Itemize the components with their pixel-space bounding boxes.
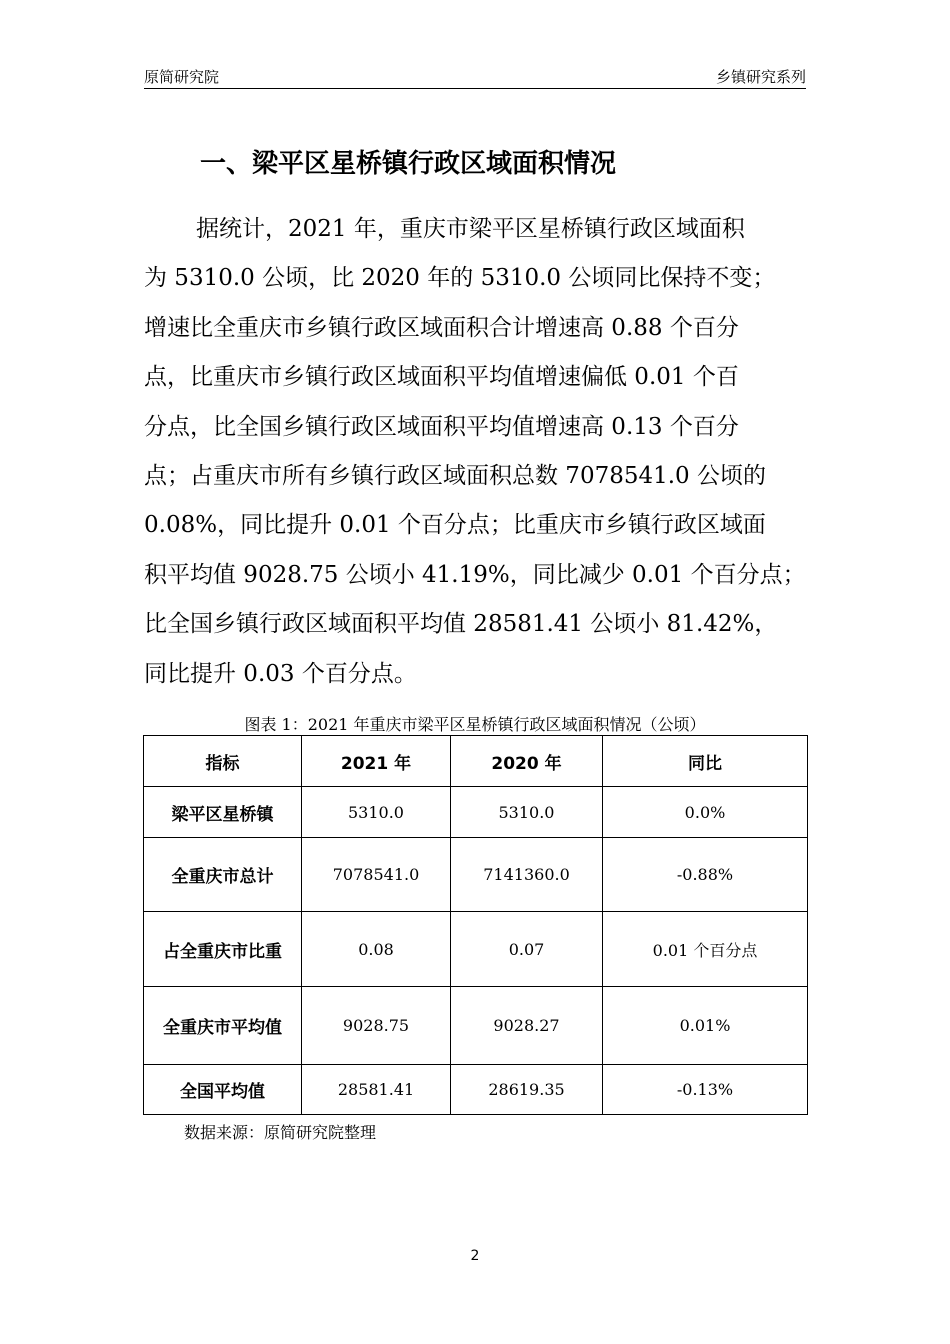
table-cell: 0.0% — [603, 787, 808, 838]
table-cell: 0.07 — [451, 912, 603, 987]
paragraph-line: 增速比全重庆市乡镇行政区域面积合计增速高 0.88 个百分 — [144, 314, 739, 341]
table-row — [144, 912, 808, 987]
header-divider — [144, 88, 806, 89]
table-cell: 28581.41 — [302, 1065, 451, 1115]
table-caption: 图表 1：2021 年重庆市梁平区星桥镇行政区域面积情况（公顷） — [244, 715, 706, 734]
table-cell: 9028.27 — [451, 987, 603, 1065]
row-label: 全国平均值 — [144, 1065, 302, 1115]
paragraph-line: 同比提升 0.03 个百分点。 — [144, 660, 417, 687]
table-cell: -0.13% — [603, 1065, 808, 1115]
section-title: 一、梁平区星桥镇行政区域面积情况 — [200, 149, 617, 179]
header-cell: 指标 — [144, 736, 302, 787]
table-cell: 5310.0 — [302, 787, 451, 838]
table-header-row — [144, 736, 808, 787]
row-label: 占全重庆市比重 — [144, 912, 302, 987]
data-source-note: 数据来源：原简研究院整理 — [184, 1123, 377, 1142]
row-label: 梁平区星桥镇 — [144, 787, 302, 838]
row-label: 全重庆市平均值 — [144, 987, 302, 1065]
table-cell: -0.88% — [603, 838, 808, 912]
table-cell: 5310.0 — [451, 787, 603, 838]
table-cell: 7078541.0 — [302, 838, 451, 912]
header-cell: 2021 年 — [302, 736, 451, 787]
paragraph-line: 比全国乡镇行政区域面积平均值 28581.41 公顷小 81.42%， — [144, 611, 778, 638]
table-cell: 0.01 个百分点 — [603, 912, 808, 987]
page-number: 2 — [470, 1248, 480, 1264]
header-series-name: 乡镇研究系列 — [715, 68, 806, 86]
paragraph-line: 分点，比全国乡镇行政区域面积平均值增速高 0.13 个百分 — [144, 413, 739, 440]
table-row — [144, 838, 808, 912]
table-cell: 0.01% — [603, 987, 808, 1065]
header-cell: 2020 年 — [451, 736, 603, 787]
table-cell: 28619.35 — [451, 1065, 603, 1115]
body-paragraph — [144, 205, 824, 699]
row-label: 全重庆市总计 — [144, 838, 302, 912]
table-row — [144, 787, 808, 838]
header-cell: 同比 — [603, 736, 808, 787]
table-cell: 7141360.0 — [451, 838, 603, 912]
table-cell: 9028.75 — [302, 987, 451, 1065]
table-cell: 0.08 — [302, 912, 451, 987]
paragraph-line: 据统计，2021 年，重庆市梁平区星桥镇行政区域面积 — [196, 216, 745, 242]
paragraph-line: 点；占重庆市所有乡镇行政区域面积总数 7078541.0 公顷的 — [144, 463, 766, 490]
paragraph-line: 积平均值 9028.75 公顷小 41.19%，同比减少 0.01 个百分点； — [144, 561, 806, 588]
paragraph-line: 为 5310.0 公顷，比 2020 年的 5310.0 公顷同比保持不变； — [144, 265, 776, 292]
paragraph-line: 点，比重庆市乡镇行政区域面积平均值增速偏低 0.01 个百 — [144, 364, 739, 391]
table-row — [144, 1065, 808, 1115]
header-org-name: 原简研究院 — [144, 68, 220, 86]
table-row — [144, 987, 808, 1065]
area-table — [143, 735, 808, 1115]
paragraph-line: 0.08%，同比提升 0.01 个百分点；比重庆市乡镇行政区域面 — [144, 512, 766, 539]
